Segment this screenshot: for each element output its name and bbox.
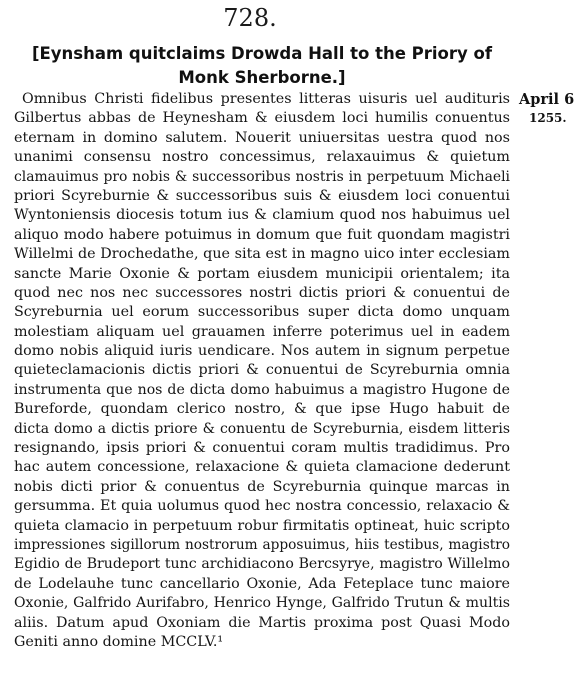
text-line: Oxonie, Galfrido Aurifabro, Henrico Hynge, Galfrido Trutun & multis — [14, 595, 510, 612]
text-line: gersumma. Et quia uolumus quod hec nostra concessio, relaxacio & — [14, 498, 510, 515]
text-line: Wyntoniensis diocesis totum ius & clamium quod nos habuimus uel — [14, 207, 510, 224]
text-line: resignando, ipsis priori & conuentui coram multis tradidimus. Pro — [14, 440, 510, 457]
text-line: Bureforde, quondam clerico nostro, & que ipse Hugo habuit de — [14, 401, 510, 418]
text-line: sancte Marie Oxonie & portam eiusdem municipii orientalem; ita — [14, 265, 510, 282]
margin-date: April 6 — [519, 91, 575, 108]
margin-date-note — [519, 90, 575, 127]
charter-text — [14, 90, 510, 652]
text-line: domo nobis aliquid iuris uendicare. Nos autem in signum perpetue — [14, 343, 510, 360]
text-line: impressiones sigillorum nostrorum apposuimus, hiis testibus, magistro — [14, 536, 510, 553]
text-line: molestiam aliquam uel grauamen inferre poterimus uel in eadem — [14, 323, 510, 340]
document-number: 728. — [223, 4, 277, 32]
text-line: de Lodelauhe tunc cancellario Oxonie, Ada Feteplace tunc maiore — [14, 575, 510, 592]
document-heading: [Eynsham quitclaims Drowda Hall to the Priory of Monk Sherborne.] — [31, 44, 493, 87]
text-line: quieta clamacio in perpetuum robur firmitatis optineat, huic scripto — [14, 517, 510, 534]
text-line: dicta domo a dictis priore & conuentu de Scyreburnia, eisdem litteris — [14, 420, 510, 437]
text-line: quod nec nos nec successores nostri dictis priori & conuentui de — [14, 284, 510, 301]
text-line: aliquo modo habere potuimus in domum que fuit quondam magistri — [14, 226, 510, 243]
text-line: quieteclamacionis dictis priori & conuentui de Scyreburnia omnia — [14, 362, 510, 379]
text-line: eternam in domino salutem. Nouerit uniuersitas uestra quod nos — [14, 129, 510, 146]
text-line: aliis. Datum apud Oxoniam die Martis proxima post Quasi Modo — [14, 614, 510, 631]
text-line: unanimi consensu nostro concessimus, relaxauimus & quietum — [14, 149, 510, 166]
text-line: hac autem concessione, relaxacione & quieta clamacione dederunt — [14, 459, 510, 476]
text-line: nobis dicti prior & conuentus de Scyreburnia quinque marcas in — [14, 478, 510, 495]
text-line: Egidio de Brudeport tunc archidiacono Bercsyrye, magistro Willelmo — [14, 556, 510, 573]
text-line: Omnibus Christi fidelibus presentes litteras uisuris uel audituris — [22, 91, 510, 107]
text-line: Gilbertus abbas de Heynesham & eiusdem loci humilis conuentus — [14, 110, 510, 127]
text-line: priori Scyreburnie & successoribus suis & eiusdem loci conuentui — [14, 187, 510, 204]
text-line: Willelmi de Drochedathe, que sita est in magno uico inter ecclesiam — [14, 246, 510, 263]
text-line: Geniti anno domine MCCLV.¹ — [14, 633, 224, 650]
margin-year: 1255. — [529, 111, 567, 126]
text-line: Scyreburnia uel eorum successoribus super dicta domo unquam — [14, 304, 510, 321]
text-line: instrumenta que nos de dicta domo habuimus a magistro Hugone de — [14, 381, 510, 398]
text-line: clamauimus pro nobis & successoribus nostris in perpetuum Michaeli — [14, 168, 510, 185]
